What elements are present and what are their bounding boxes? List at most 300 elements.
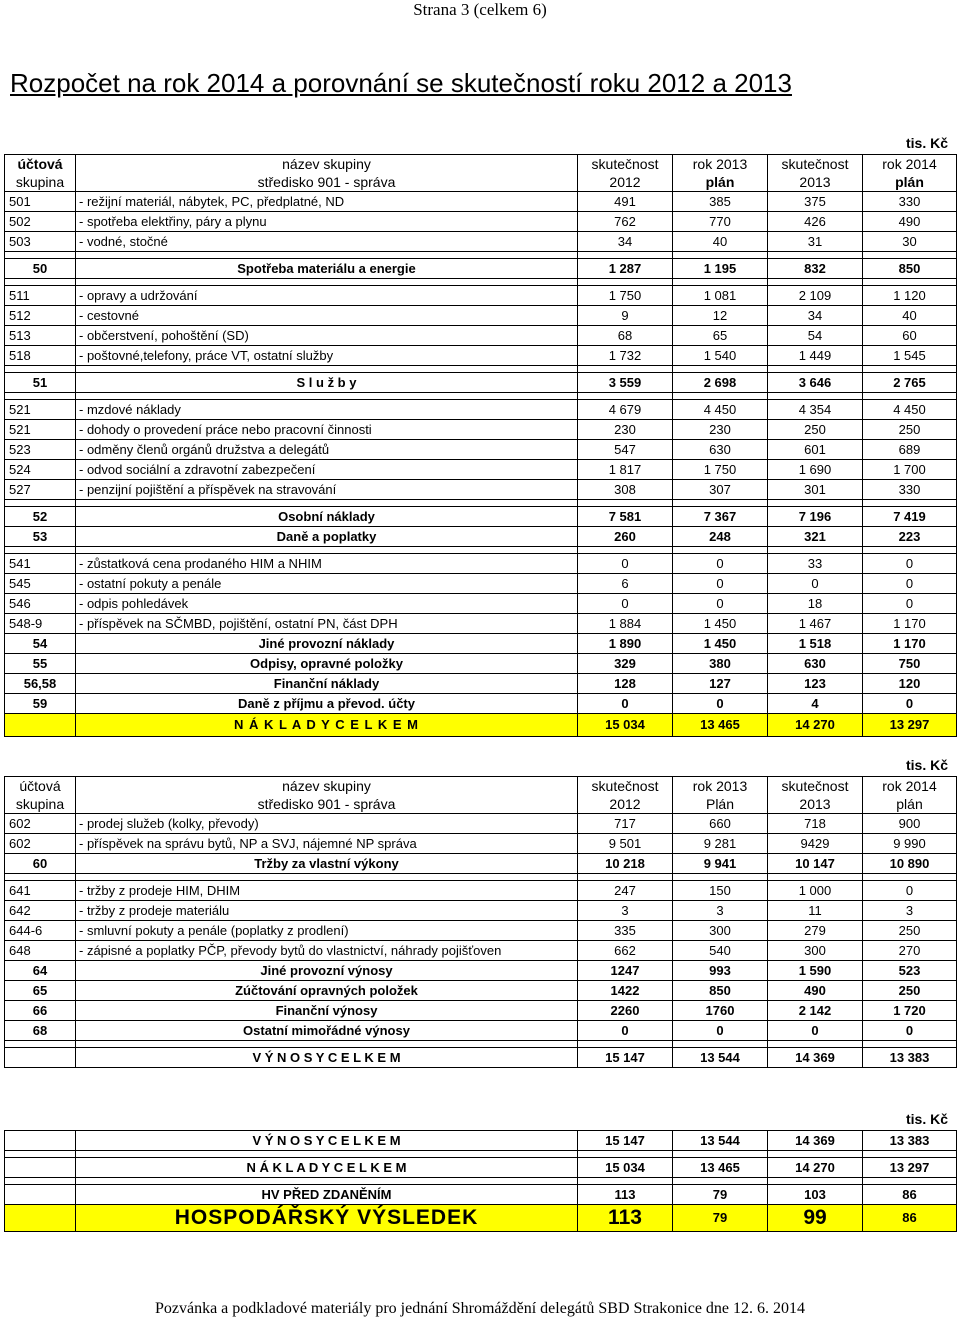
value-cell: 13 465 [673,1158,768,1178]
value-cell: 279 [768,921,863,941]
account-code: 521 [5,400,76,420]
header-cell: název skupiny [76,777,578,796]
value-cell: 385 [673,192,768,212]
value-cell: 1 287 [578,259,673,279]
value-cell: 230 [673,420,768,440]
page-title: Rozpočet na rok 2014 a porovnání se skutečností roku 2012 a 2013 [10,68,792,98]
table-row [5,921,957,941]
value-cell: 2 765 [863,373,957,393]
spacer-row [5,279,957,286]
spacer-cell [768,366,863,373]
value-cell: 0 [673,594,768,614]
value-cell: 270 [863,941,957,961]
account-code: 50 [5,259,76,279]
spacer-cell [673,500,768,507]
spacer-cell [578,393,673,400]
spacer-cell [768,874,863,881]
header-cell: 2013 [768,173,863,192]
value-cell: 9 501 [578,834,673,854]
unit-label-costs: tis. Kč [905,135,948,151]
value-cell: 14 369 [768,1048,863,1068]
group-name: S l u ž b y [76,373,578,393]
value-cell: 1 732 [578,346,673,366]
value-cell: 9 941 [673,854,768,874]
value-cell: 689 [863,440,957,460]
header-cell: rok 2013 [673,155,768,174]
value-cell: 335 [578,921,673,941]
value-cell: 1 450 [673,634,768,654]
value-cell: 30 [863,232,957,252]
group-name: - tržby z prodeje HIM, DHIM [76,881,578,901]
group-name: Daně z příjmu a převod. účty [76,694,578,714]
table-row [5,326,957,346]
value-cell: 120 [863,674,957,694]
value-cell: 490 [768,981,863,1001]
header-cell: 2013 [768,795,863,814]
group-name: - vodné, stočné [76,232,578,252]
subtotal-row [5,527,957,547]
spacer-cell [5,393,76,400]
value-cell: 128 [578,674,673,694]
group-name: - spotřeba elektřiny, páry a plynu [76,212,578,232]
table-row [5,460,957,480]
spacer-cell [863,1041,957,1048]
value-cell: 14 270 [768,1158,863,1178]
value-cell: 250 [768,420,863,440]
header-cell: rok 2014 [863,777,957,796]
header-cell: plán [673,173,768,192]
spacer-cell [768,547,863,554]
value-cell: 750 [863,654,957,674]
spacer-cell [5,547,76,554]
result-label: HOSPODÁŘSKÝ VÝSLEDEK [76,1205,578,1232]
value-cell: 18 [768,594,863,614]
account-code: 68 [5,1021,76,1041]
value-cell: 7 196 [768,507,863,527]
account-code [5,1185,76,1205]
account-code: 64 [5,961,76,981]
spacer-cell [673,547,768,554]
account-code: 521 [5,420,76,440]
value-cell: 15 147 [578,1131,673,1151]
value-cell: 13 383 [863,1048,957,1068]
value-cell: 0 [578,1021,673,1041]
spacer-row [5,500,957,507]
spacer-row [5,547,957,554]
value-cell: 662 [578,941,673,961]
spacer-cell [863,366,957,373]
value-cell: 1 540 [673,346,768,366]
value-cell: 491 [578,192,673,212]
subtotal-row [5,981,957,1001]
group-name: - zůstatková cena prodaného HIM a NHIM [76,554,578,574]
group-name: Finanční výnosy [76,1001,578,1021]
value-cell: 13 544 [673,1048,768,1068]
spacer-cell [5,252,76,259]
group-name: HV PŘED ZDANĚNÍM [76,1185,578,1205]
header-cell: středisko 901 - správa [76,795,578,814]
value-cell: 1 081 [673,286,768,306]
header-cell: 2012 [578,173,673,192]
value-cell: 307 [673,480,768,500]
value-cell: 1 518 [768,634,863,654]
spacer-cell [768,500,863,507]
header-cell: skutečnost [768,155,863,174]
value-cell: 321 [768,527,863,547]
value-cell: 426 [768,212,863,232]
spacer-cell [863,252,957,259]
revenues-header [5,777,957,814]
value-cell: 1 884 [578,614,673,634]
value-cell: 850 [673,981,768,1001]
spacer-cell [76,366,578,373]
account-code: 56,58 [5,674,76,694]
value-cell: 230 [578,420,673,440]
account-code: 503 [5,232,76,252]
group-name: V Ý N O S Y C E L K E M [76,1131,578,1151]
group-name: N Á K L A D Y C E L K E M [76,1158,578,1178]
group-name: - tržby z prodeje materiálu [76,901,578,921]
costs-body [5,192,957,737]
subtotal-row [5,694,957,714]
account-code: 59 [5,694,76,714]
value-cell: 329 [578,654,673,674]
value-cell: 523 [863,961,957,981]
spacer-cell [578,252,673,259]
subtotal-row [5,1001,957,1021]
spacer-cell [863,1151,957,1158]
value-cell: 1 449 [768,346,863,366]
value-cell: 34 [768,306,863,326]
table-row [5,834,957,854]
page-number: Strana 3 (celkem 6) [413,0,547,19]
value-cell: 0 [863,554,957,574]
account-code: 511 [5,286,76,306]
value-cell: 1 170 [863,634,957,654]
group-name: - poštovné,telefony, práce VT, ostatní služby [76,346,578,366]
value-cell: 2260 [578,1001,673,1021]
group-name: Finanční náklady [76,674,578,694]
result-value: 79 [673,1205,768,1232]
spacer-cell [76,252,578,259]
value-cell: 380 [673,654,768,674]
value-cell: 1 700 [863,460,957,480]
value-cell: 900 [863,814,957,834]
value-cell: 300 [673,921,768,941]
value-cell: 3 [863,901,957,921]
table-row [5,554,957,574]
value-cell: 15 034 [578,714,673,737]
group-name: - cestovné [76,306,578,326]
value-cell: 40 [673,232,768,252]
spacer-row [5,252,957,259]
value-cell: 0 [863,574,957,594]
header-cell: skupina [5,173,76,192]
value-cell: 0 [578,694,673,714]
group-name: - zápisné a poplatky PČP, převody bytů do vlastnictví, náhrady pojišťoven [76,941,578,961]
account-code: 641 [5,881,76,901]
value-cell: 301 [768,480,863,500]
value-cell: 3 646 [768,373,863,393]
value-cell: 13 297 [863,714,957,737]
table-row [5,232,957,252]
value-cell: 12 [673,306,768,326]
account-code: 602 [5,814,76,834]
spacer-row [5,1178,957,1185]
account-code: 51 [5,373,76,393]
group-name: - příspěvek na SČMBD, pojištění, ostatní PN, část DPH [76,614,578,634]
account-code: 518 [5,346,76,366]
table-row [5,306,957,326]
costs-header [5,155,957,192]
group-name: - odvod sociální a zdravotní zabezpečení [76,460,578,480]
spacer-cell [5,279,76,286]
group-name: - penzijní pojištění a příspěvek na stravování [76,480,578,500]
value-cell: 717 [578,814,673,834]
result-value: 86 [863,1205,957,1232]
value-cell: 0 [768,574,863,594]
table-row [5,346,957,366]
value-cell: 0 [673,694,768,714]
group-name: - příspěvek na správu bytů, NP a SVJ, nájemné NP správa [76,834,578,854]
value-cell: 10 147 [768,854,863,874]
spacer-cell [863,279,957,286]
table-row [5,480,957,500]
subtotal-row [5,373,957,393]
value-cell: 0 [863,594,957,614]
value-cell: 850 [863,259,957,279]
value-cell: 15 034 [578,1158,673,1178]
value-cell: 762 [578,212,673,232]
value-cell: 0 [673,554,768,574]
value-cell: 0 [673,574,768,594]
header-cell: účtová [5,155,76,174]
value-cell: 3 559 [578,373,673,393]
value-cell: 7 419 [863,507,957,527]
value-cell: 601 [768,440,863,460]
subtotal-row [5,961,957,981]
value-cell: 9 281 [673,834,768,854]
table-row [5,192,957,212]
value-cell: 770 [673,212,768,232]
value-cell: 113 [578,1185,673,1205]
value-cell: 330 [863,192,957,212]
value-cell: 1760 [673,1001,768,1021]
group-name: - prodej služeb (kolky, převody) [76,814,578,834]
value-cell: 60 [863,326,957,346]
spacer-cell [578,1178,673,1185]
header-cell: skutečnost [578,777,673,796]
group-name: - mzdové náklady [76,400,578,420]
result-row [5,1205,957,1232]
spacer-cell [5,1151,76,1158]
summary-row [5,1158,957,1178]
account-code: 502 [5,212,76,232]
spacer-cell [863,1178,957,1185]
value-cell: 540 [673,941,768,961]
value-cell: 13 465 [673,714,768,737]
header-cell: účtová [5,777,76,796]
spacer-cell [5,1178,76,1185]
header-cell: středisko 901 - správa [76,173,578,192]
table-row [5,420,957,440]
account-code: 545 [5,574,76,594]
group-name: V Ý N O S Y C E L K E M [76,1048,578,1068]
spacer-row [5,874,957,881]
group-name: Jiné provozní náklady [76,634,578,654]
value-cell: 13 383 [863,1131,957,1151]
value-cell: 10 218 [578,854,673,874]
value-cell: 40 [863,306,957,326]
unit-label-revenues: tis. Kč [905,757,948,773]
header-cell: plán [863,173,957,192]
page-footer: Pozvánka a podkladové materiály pro jednání Shromáždění delegátů SBD Strakonice dne 12. 6. 2014 [154,1300,806,1317]
account-code: 524 [5,460,76,480]
table-row [5,400,957,420]
spacer-row [5,1041,957,1048]
result-value: 99 [768,1205,863,1232]
total-row [5,714,957,737]
group-name: - občerstvení, pohoštění (SD) [76,326,578,346]
spacer-cell [5,1041,76,1048]
value-cell: 54 [768,326,863,346]
group-name: Osobní náklady [76,507,578,527]
value-cell: 1 000 [768,881,863,901]
value-cell: 9 [578,306,673,326]
account-code: 55 [5,654,76,674]
value-cell: 2 142 [768,1001,863,1021]
account-code: 66 [5,1001,76,1021]
account-code: 546 [5,594,76,614]
value-cell: 1247 [578,961,673,981]
value-cell: 1422 [578,981,673,1001]
account-code [5,1158,76,1178]
group-name: Daně a poplatky [76,527,578,547]
value-cell: 630 [768,654,863,674]
spacer-cell [673,1178,768,1185]
value-cell: 9429 [768,834,863,854]
value-cell: 1 817 [578,460,673,480]
revenues-table [4,776,957,1068]
account-code: 602 [5,834,76,854]
account-code: 527 [5,480,76,500]
subtotal-row [5,634,957,654]
value-cell: 0 [578,594,673,614]
subtotal-row [5,1048,957,1068]
account-code [5,714,76,737]
spacer-cell [76,393,578,400]
group-name: Tržby za vlastní výkony [76,854,578,874]
value-cell: 250 [863,921,957,941]
value-cell: 248 [673,527,768,547]
spacer-row [5,366,957,373]
summary-body [5,1131,957,1232]
group-name: Zúčtování opravných položek [76,981,578,1001]
value-cell: 68 [578,326,673,346]
spacer-cell [673,366,768,373]
revenues-body [5,814,957,1068]
value-cell: 2 698 [673,373,768,393]
spacer-cell [768,1178,863,1185]
subtotal-row [5,654,957,674]
value-cell: 1 750 [673,460,768,480]
value-cell: 10 890 [863,854,957,874]
value-cell: 1 195 [673,259,768,279]
spacer-cell [863,393,957,400]
value-cell: 65 [673,326,768,346]
subtotal-row [5,1021,957,1041]
value-cell: 490 [863,212,957,232]
table-row [5,440,957,460]
value-cell: 832 [768,259,863,279]
spacer-cell [863,547,957,554]
header-cell: 2012 [578,795,673,814]
value-cell: 300 [768,941,863,961]
value-cell: 1 720 [863,1001,957,1021]
group-name: - smluvní pokuty a penále (poplatky z prodlení) [76,921,578,941]
spacer-row [5,393,957,400]
value-cell: 660 [673,814,768,834]
value-cell: 11 [768,901,863,921]
value-cell: 4 450 [673,400,768,420]
value-cell: 993 [673,961,768,981]
spacer-cell [76,1178,578,1185]
spacer-cell [5,366,76,373]
group-name: Spotřeba materiálu a energie [76,259,578,279]
value-cell: 247 [578,881,673,901]
summary-table [4,1130,957,1232]
value-cell: 250 [863,420,957,440]
header-cell: rok 2013 [673,777,768,796]
header-cell: skupina [5,795,76,814]
spacer-cell [578,500,673,507]
value-cell: 630 [673,440,768,460]
value-cell: 7 581 [578,507,673,527]
group-name: N Á K L A D Y C E L K E M [76,714,578,737]
spacer-cell [768,252,863,259]
spacer-cell [863,500,957,507]
subtotal-row [5,259,957,279]
group-name: - odpis pohledávek [76,594,578,614]
account-code: 523 [5,440,76,460]
spacer-cell [578,874,673,881]
group-name: Ostatní mimořádné výnosy [76,1021,578,1041]
account-code: 642 [5,901,76,921]
value-cell: 547 [578,440,673,460]
spacer-cell [768,1151,863,1158]
spacer-cell [578,366,673,373]
table-row [5,212,957,232]
value-cell: 13 544 [673,1131,768,1151]
spacer-cell [76,1151,578,1158]
subtotal-row [5,854,957,874]
value-cell: 1 690 [768,460,863,480]
value-cell: 0 [768,1021,863,1041]
spacer-cell [76,1041,578,1048]
unit-label-summary: tis. Kč [905,1111,948,1127]
account-code: 648 [5,941,76,961]
value-cell: 127 [673,674,768,694]
subtotal-row [5,507,957,527]
account-code: 548-9 [5,614,76,634]
value-cell: 7 367 [673,507,768,527]
account-code: 54 [5,634,76,654]
group-name: Odpisy, opravné položky [76,654,578,674]
spacer-cell [673,393,768,400]
value-cell: 1 590 [768,961,863,981]
account-code [5,1048,76,1068]
header-cell: skutečnost [578,155,673,174]
